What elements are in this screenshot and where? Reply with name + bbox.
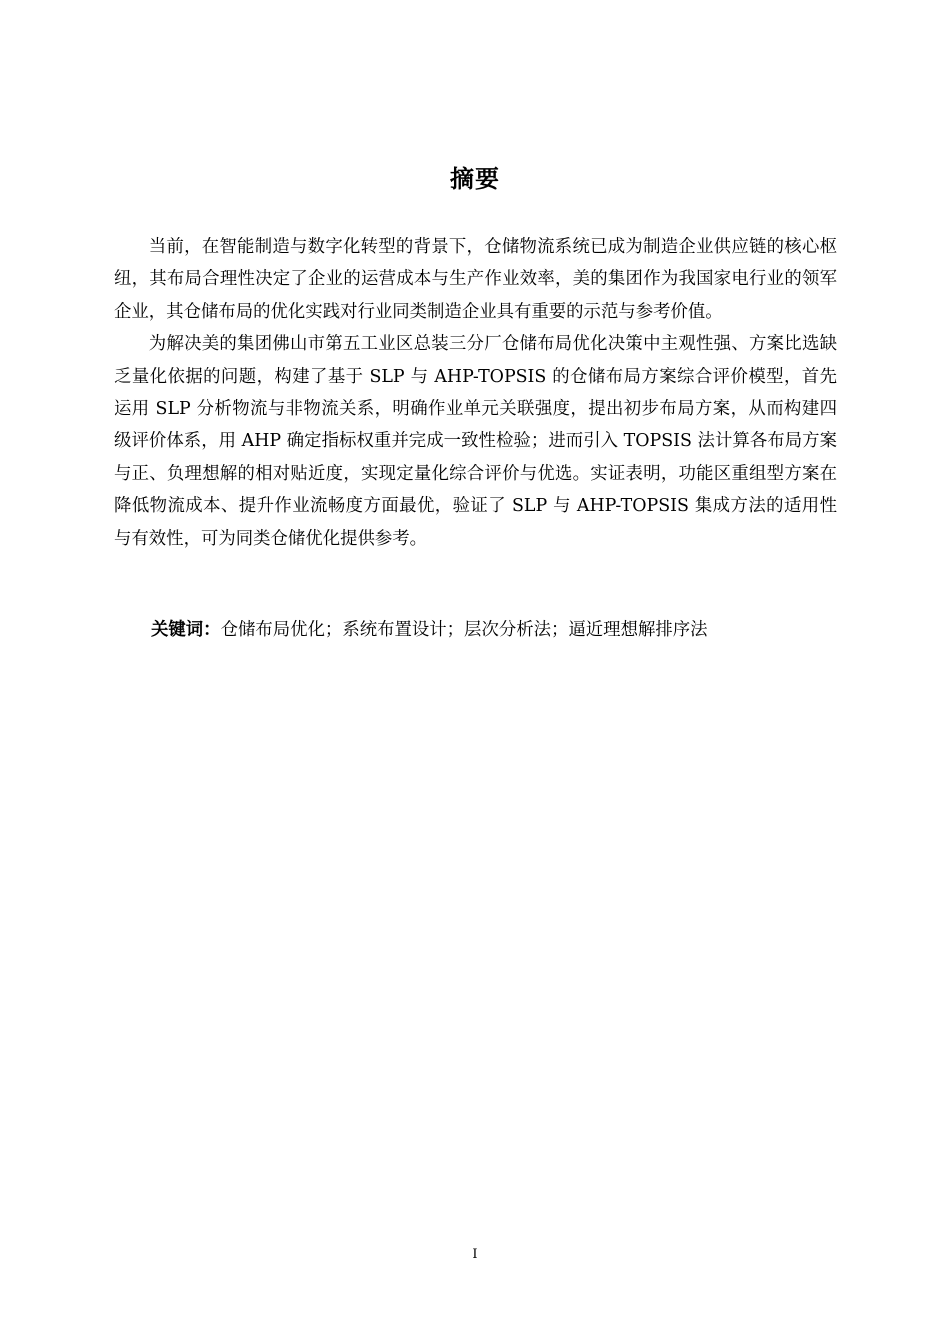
keywords-label: 关键词： (151, 620, 221, 640)
abstract-paragraph-1: 当前，在智能制造与数字化转型的背景下，仓储物流系统已成为制造企业供应链的核心枢纽，其布局合理性决定了企业的运营成本与生产作业效率，美的集团作为我国家电行业的领军企业，其仓储布局的优化实践对行业同类制造企业具有重要的示范与参考价值。 (114, 237, 837, 322)
keywords-text: 仓储布局优化；系统布置设计；层次分析法；逼近理想解排序法 (220, 620, 708, 640)
page-number: I (472, 1247, 478, 1262)
page-title: 摘要 (450, 165, 500, 193)
abstract-paragraph-2: 为解决美的集团佛山市第五工业区总装三分厂仓储布局优化决策中主观性强、方案比选缺乏量化依据的问题，构建了基于 SLP 与 AHP-TOPSIS 的仓储布局方案综合评价模型，首先运用 SLP 分析物流与非物流关系，明确作业单元关联强度，提出初步布局方案，从而构建四级评价体系，用 AHP 确定指标权重并完成一致性检验；进而引入 TOPSIS 法计算各布局方案与正、负理想解的相对贴近度，实现定量化综合评价与优选。实证表明，功能区重组型方案在降低物流成本、提升作业流畅度方面最优，验证了 SLP 与 AHP-TOPSIS 集成方法的适用性与有效性，可为同类仓储优化提供参考。 (114, 334, 837, 549)
keywords-line (151, 614, 841, 646)
abstract-body (114, 231, 837, 555)
